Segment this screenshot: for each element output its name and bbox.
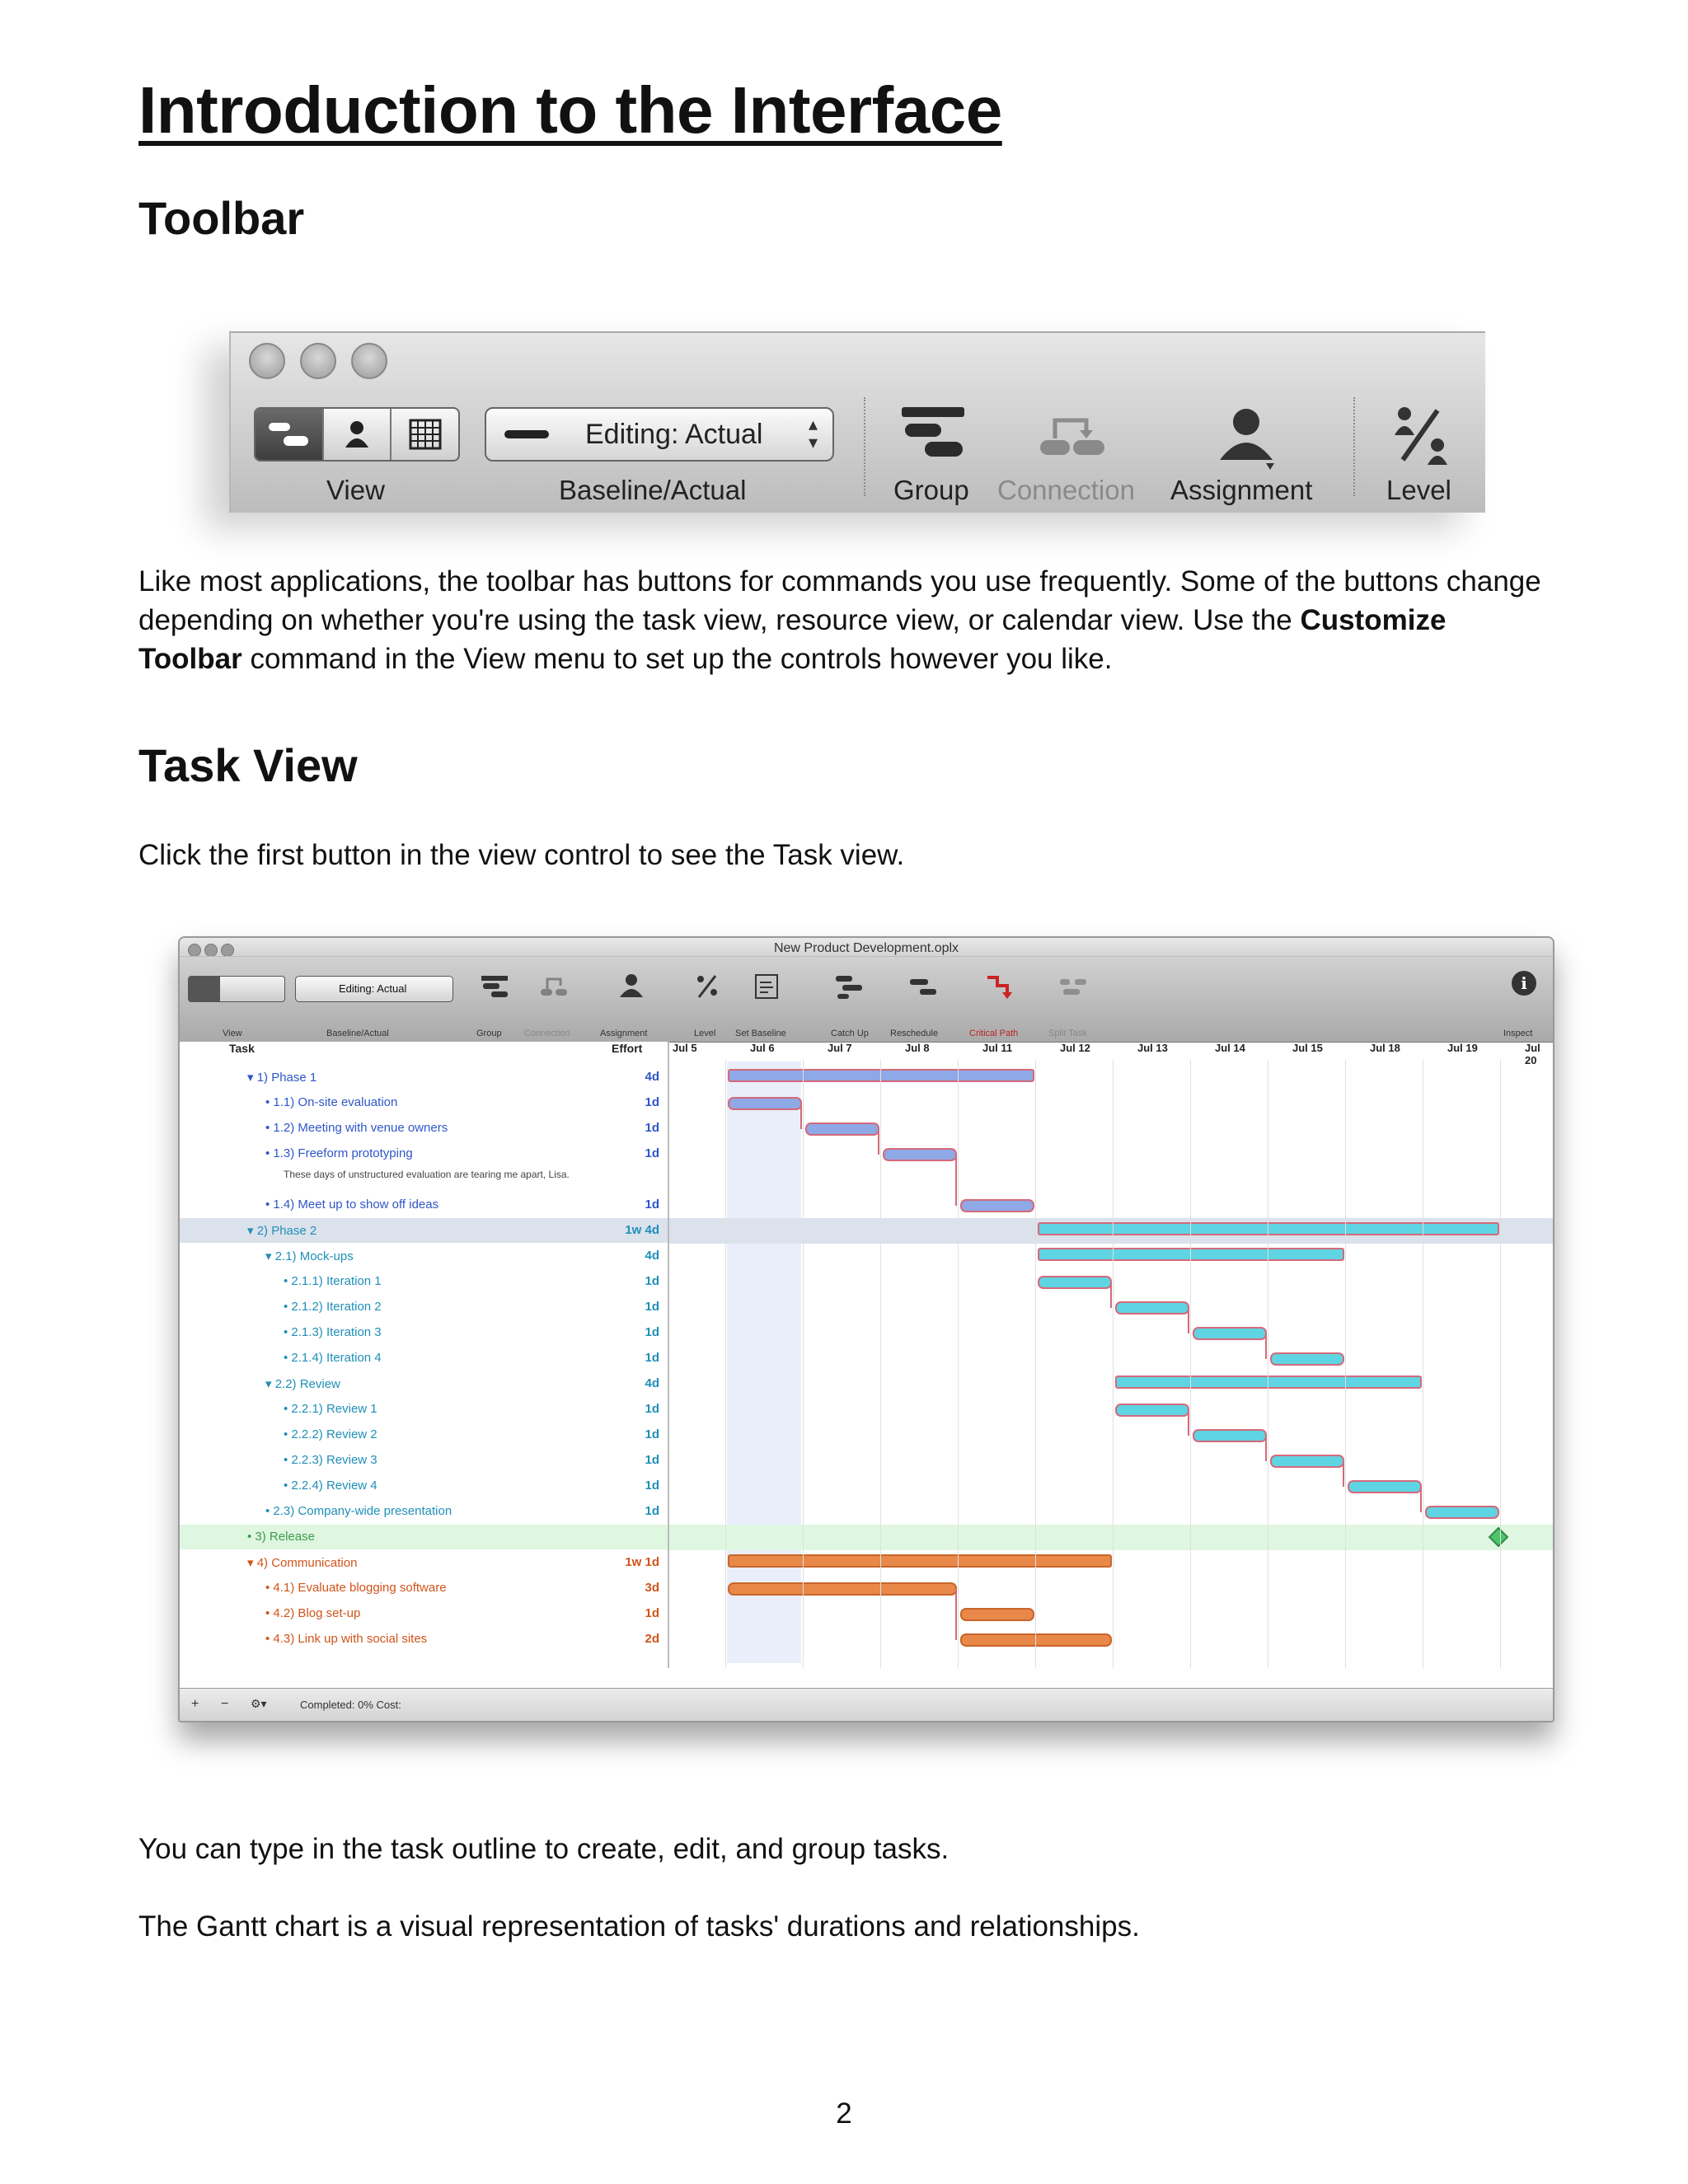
gantt-date-header: Jul 18 <box>1370 1042 1400 1054</box>
page-title: Introduction to the Interface <box>138 73 1002 147</box>
task-label[interactable]: ▾ 4) Communication <box>247 1556 358 1570</box>
popup-value: Editing: Actual <box>339 982 407 995</box>
split-task-label: Split Task <box>1048 1029 1087 1038</box>
task-row[interactable] <box>180 1576 668 1601</box>
task-effort[interactable]: 1d <box>645 1325 659 1339</box>
completion-status: Completed: 0% Cost: <box>300 1699 401 1711</box>
gantt-date-header: Jul 14 <box>1215 1042 1245 1054</box>
task-label[interactable]: • 2.1.1) Iteration 1 <box>284 1274 382 1288</box>
gantt-task-bar <box>1271 1353 1343 1365</box>
resource-view-icon[interactable] <box>324 409 392 460</box>
task-effort[interactable]: 1w 4d <box>625 1223 659 1237</box>
task-row[interactable] <box>180 1601 668 1626</box>
critical-path-label: Critical Path <box>969 1029 1019 1038</box>
task-label[interactable]: • 2.1.3) Iteration 3 <box>284 1325 382 1339</box>
level-icon[interactable] <box>1388 402 1452 471</box>
task-label[interactable]: • 2.1.2) Iteration 2 <box>284 1300 382 1314</box>
window-minimize-icon[interactable] <box>300 343 336 379</box>
task-label[interactable]: • 2.2.4) Review 4 <box>284 1479 377 1493</box>
toolbar-separator <box>864 397 865 496</box>
gantt-task-bar <box>1193 1328 1266 1339</box>
task-row[interactable] <box>180 1448 668 1473</box>
status-bar <box>180 1688 1553 1722</box>
task-view-intro: Click the first button in the view control to see the Task view. <box>138 839 905 871</box>
window-zoom-icon[interactable] <box>351 343 387 379</box>
task-label[interactable]: ▾ 2.2) Review <box>265 1377 340 1391</box>
task-effort[interactable]: 1d <box>645 1095 659 1109</box>
task-row[interactable] <box>180 1346 668 1371</box>
inspect-label: Inspect <box>1503 1029 1533 1038</box>
task-row[interactable] <box>180 1422 668 1447</box>
toolbar-screenshot <box>229 331 1485 513</box>
level-icon[interactable] <box>694 972 720 1001</box>
task-effort[interactable]: 4d <box>645 1070 659 1084</box>
task-view-icon[interactable] <box>256 409 324 460</box>
gantt-task-bar <box>1271 1455 1343 1467</box>
task-row[interactable] <box>180 1627 668 1652</box>
gantt-gridline <box>1500 1060 1501 1668</box>
gantt-task-bar <box>961 1609 1034 1620</box>
task-label[interactable]: ▾ 1) Phase 1 <box>247 1071 317 1085</box>
task-row[interactable] <box>180 1090 668 1115</box>
gantt-group-bar <box>1039 1223 1498 1235</box>
gantt-date-header: Jul 12 <box>1060 1042 1090 1054</box>
task-label[interactable]: • 2.2.2) Review 2 <box>284 1427 377 1441</box>
gantt-date-header: Jul 7 <box>828 1042 852 1054</box>
task-label[interactable]: These days of unstructured evaluation are tearing me apart, Lisa. <box>284 1169 570 1180</box>
reschedule-icon[interactable] <box>908 972 938 1001</box>
gantt-date-header: Jul 5 <box>673 1042 697 1054</box>
task-row[interactable] <box>180 1167 668 1192</box>
baseline-actual-popup[interactable] <box>295 976 453 1002</box>
connection-label: Connection <box>524 1029 570 1038</box>
gantt-chart[interactable] <box>669 1042 1553 1668</box>
gantt-task-bar <box>729 1098 801 1109</box>
gantt-date-header: Jul 15 <box>1292 1042 1323 1054</box>
assignment-label: Assignment <box>1170 475 1313 505</box>
gantt-task-bar <box>1039 1277 1111 1288</box>
gantt-gridline <box>725 1060 726 1668</box>
popup-arrows-icon: ▴ ▾ <box>808 414 818 452</box>
task-row[interactable] <box>180 1193 668 1217</box>
view-segmented-control[interactable] <box>254 407 460 462</box>
toolbar-separator <box>1353 397 1355 496</box>
view-segmented-control[interactable] <box>188 976 285 1002</box>
section-heading-toolbar: Toolbar <box>138 192 305 244</box>
gantt-task-bar <box>1116 1302 1189 1314</box>
gantt-group-bar <box>729 1555 1111 1567</box>
task-view-icon[interactable] <box>189 977 220 1001</box>
gantt-group-bar <box>1116 1376 1421 1388</box>
task-effort[interactable]: 2d <box>645 1632 659 1646</box>
task-effort[interactable]: 1d <box>645 1351 659 1365</box>
gantt-gridline <box>1113 1060 1114 1668</box>
connection-icon[interactable] <box>1037 405 1108 467</box>
task-row[interactable] <box>180 1474 668 1498</box>
gantt-canvas <box>669 1042 1553 1668</box>
gantt-task-bar <box>1426 1507 1498 1518</box>
toolbar-description <box>138 562 1556 678</box>
view-label: View <box>223 1029 242 1038</box>
catch-up-label: Catch Up <box>831 1029 869 1038</box>
task-effort[interactable]: 1d <box>645 1504 659 1518</box>
task-outline[interactable] <box>180 1042 669 1668</box>
set-baseline-icon[interactable] <box>753 972 780 1001</box>
task-effort[interactable]: 1d <box>645 1274 659 1288</box>
gantt-date-header: Jul 6 <box>750 1042 775 1054</box>
gantt-gridline <box>803 1060 804 1668</box>
task-effort[interactable]: 1w 1d <box>625 1555 659 1569</box>
calendar-view-icon[interactable] <box>392 409 458 460</box>
task-label[interactable]: • 2.3) Company-wide presentation <box>265 1504 452 1518</box>
task-effort[interactable]: 4d <box>645 1376 659 1390</box>
window-toolbar <box>180 961 1553 1043</box>
set-baseline-label: Set Baseline <box>735 1029 786 1038</box>
column-header-task[interactable]: Task <box>229 1042 255 1055</box>
popup-value: Editing: Actual <box>585 419 763 450</box>
task-row[interactable] <box>180 1295 668 1319</box>
add-task-button[interactable]: + <box>191 1697 199 1711</box>
critical-path-icon[interactable] <box>984 972 1014 1001</box>
task-effort[interactable]: 1d <box>645 1197 659 1212</box>
task-row[interactable] <box>180 1499 668 1524</box>
assignment-icon[interactable] <box>617 972 646 1001</box>
group-label: Group <box>476 1029 502 1038</box>
task-label[interactable]: • 4.2) Blog set-up <box>265 1606 361 1620</box>
task-label[interactable]: • 1.1) On-site evaluation <box>265 1095 398 1109</box>
level-label: Level <box>1386 475 1451 505</box>
task-label[interactable]: • 1.2) Meeting with venue owners <box>265 1121 448 1135</box>
group-label: Group <box>893 475 969 505</box>
task-row[interactable] <box>180 1065 668 1090</box>
gantt-date-header: Jul 13 <box>1137 1042 1168 1054</box>
reschedule-label: Reschedule <box>890 1029 939 1038</box>
task-effort[interactable]: 1d <box>645 1453 659 1467</box>
window-titlebar <box>180 938 1553 961</box>
task-row[interactable] <box>180 1269 668 1294</box>
connection-label: Connection <box>997 475 1135 505</box>
task-effort[interactable]: 1d <box>645 1402 659 1416</box>
outline-description: You can type in the task outline to create, edit, and group tasks. <box>138 1833 950 1865</box>
gantt-description: The Gantt chart is a visual representation of tasks' durations and relationships. <box>138 1910 1140 1943</box>
task-row[interactable] <box>180 1141 668 1166</box>
page-number: 2 <box>836 2097 852 2130</box>
action-menu-gear-icon[interactable]: ⚙▾ <box>251 1697 267 1710</box>
task-effort[interactable]: 1d <box>645 1146 659 1160</box>
task-label[interactable]: • 1.4) Meet up to show off ideas <box>265 1197 439 1212</box>
task-label[interactable]: • 1.3) Freeform prototyping <box>265 1146 413 1160</box>
task-row[interactable] <box>180 1371 668 1396</box>
baseline-label: Baseline/Actual <box>326 1029 389 1038</box>
split-task-icon[interactable] <box>1058 972 1088 1001</box>
task-effort[interactable]: 4d <box>645 1249 659 1263</box>
row-highlight <box>669 1525 1553 1550</box>
column-header-effort[interactable]: Effort <box>612 1042 643 1055</box>
task-effort[interactable]: 3d <box>645 1581 659 1595</box>
gantt-date-header: Jul 20 <box>1525 1042 1540 1066</box>
window-close-icon[interactable] <box>249 343 285 379</box>
task-row[interactable] <box>180 1397 668 1422</box>
gantt-task-bar <box>884 1149 956 1160</box>
task-label[interactable]: • 2.2.1) Review 1 <box>284 1402 377 1416</box>
baseline-label: Baseline/Actual <box>559 475 747 505</box>
task-row[interactable] <box>180 1116 668 1141</box>
toolbar-desc-text: Like most applications, the toolbar has buttons for commands you use frequently. Some of the buttons change depending on whether you're using the task view, resource view, or calendar view. Use the <box>138 565 1541 636</box>
gantt-group-bar <box>1039 1249 1343 1260</box>
level-label: Level <box>694 1029 716 1038</box>
gantt-gridline <box>1190 1060 1191 1668</box>
task-view-screenshot <box>178 936 1554 1722</box>
task-label[interactable]: • 2.2.3) Review 3 <box>284 1453 377 1467</box>
gantt-gridline <box>958 1060 959 1668</box>
gantt-date-header: Jul 19 <box>1447 1042 1478 1054</box>
window-title: New Product Development.oplx <box>773 941 959 955</box>
task-effort[interactable]: 1d <box>645 1121 659 1135</box>
task-effort[interactable]: 1d <box>645 1606 659 1620</box>
gantt-task-bar <box>961 1634 1111 1646</box>
today-highlight <box>727 1062 801 1663</box>
assignment-label: Assignment <box>600 1029 648 1038</box>
task-effort[interactable]: 1d <box>645 1479 659 1493</box>
task-label[interactable]: • 3) Release <box>247 1530 315 1544</box>
gantt-task-bar <box>1193 1430 1266 1441</box>
task-label[interactable]: • 2.1.4) Iteration 4 <box>284 1351 382 1365</box>
task-label[interactable]: • 4.3) Link up with social sites <box>265 1632 428 1646</box>
baseline-actual-popup[interactable] <box>485 407 834 462</box>
customize-toolbar-term: Customize Toolbar <box>138 604 1447 675</box>
gantt-task-bar <box>961 1200 1034 1212</box>
view-label: View <box>326 475 385 505</box>
gantt-group-bar <box>729 1070 1034 1081</box>
task-row[interactable] <box>180 1244 668 1268</box>
gantt-gridline <box>1035 1060 1036 1668</box>
gantt-gridline <box>880 1060 881 1668</box>
gantt-gridline <box>1345 1060 1346 1668</box>
group-icon[interactable] <box>900 405 966 467</box>
gantt-task-bar <box>806 1123 879 1135</box>
gantt-date-header: Jul 8 <box>905 1042 930 1054</box>
group-icon[interactable] <box>480 974 509 999</box>
connection-icon[interactable] <box>539 974 569 999</box>
task-row[interactable] <box>180 1550 668 1575</box>
catch-up-icon[interactable] <box>834 972 864 1001</box>
gantt-date-header: Jul 11 <box>982 1042 1013 1054</box>
task-row[interactable] <box>180 1320 668 1345</box>
task-label[interactable]: • 4.1) Evaluate blogging software <box>265 1581 447 1595</box>
gantt-task-bar <box>729 1583 956 1595</box>
toolbar-desc-text-end: command in the View menu to set up the controls however you like. <box>241 643 1113 675</box>
task-label[interactable]: ▾ 2.1) Mock-ups <box>265 1249 354 1263</box>
gantt-task-bar <box>1348 1481 1421 1493</box>
assignment-icon[interactable] <box>1213 405 1279 476</box>
task-label[interactable]: ▾ 2) Phase 2 <box>247 1224 317 1238</box>
task-row[interactable] <box>180 1525 668 1549</box>
task-effort[interactable]: 1d <box>645 1427 659 1441</box>
gantt-task-bar <box>1116 1404 1189 1416</box>
section-heading-task-view: Task View <box>138 739 358 791</box>
inspect-icon[interactable]: i <box>1512 971 1536 996</box>
task-effort[interactable]: 1d <box>645 1300 659 1314</box>
remove-task-button[interactable]: − <box>221 1697 229 1711</box>
task-row[interactable] <box>180 1218 668 1243</box>
